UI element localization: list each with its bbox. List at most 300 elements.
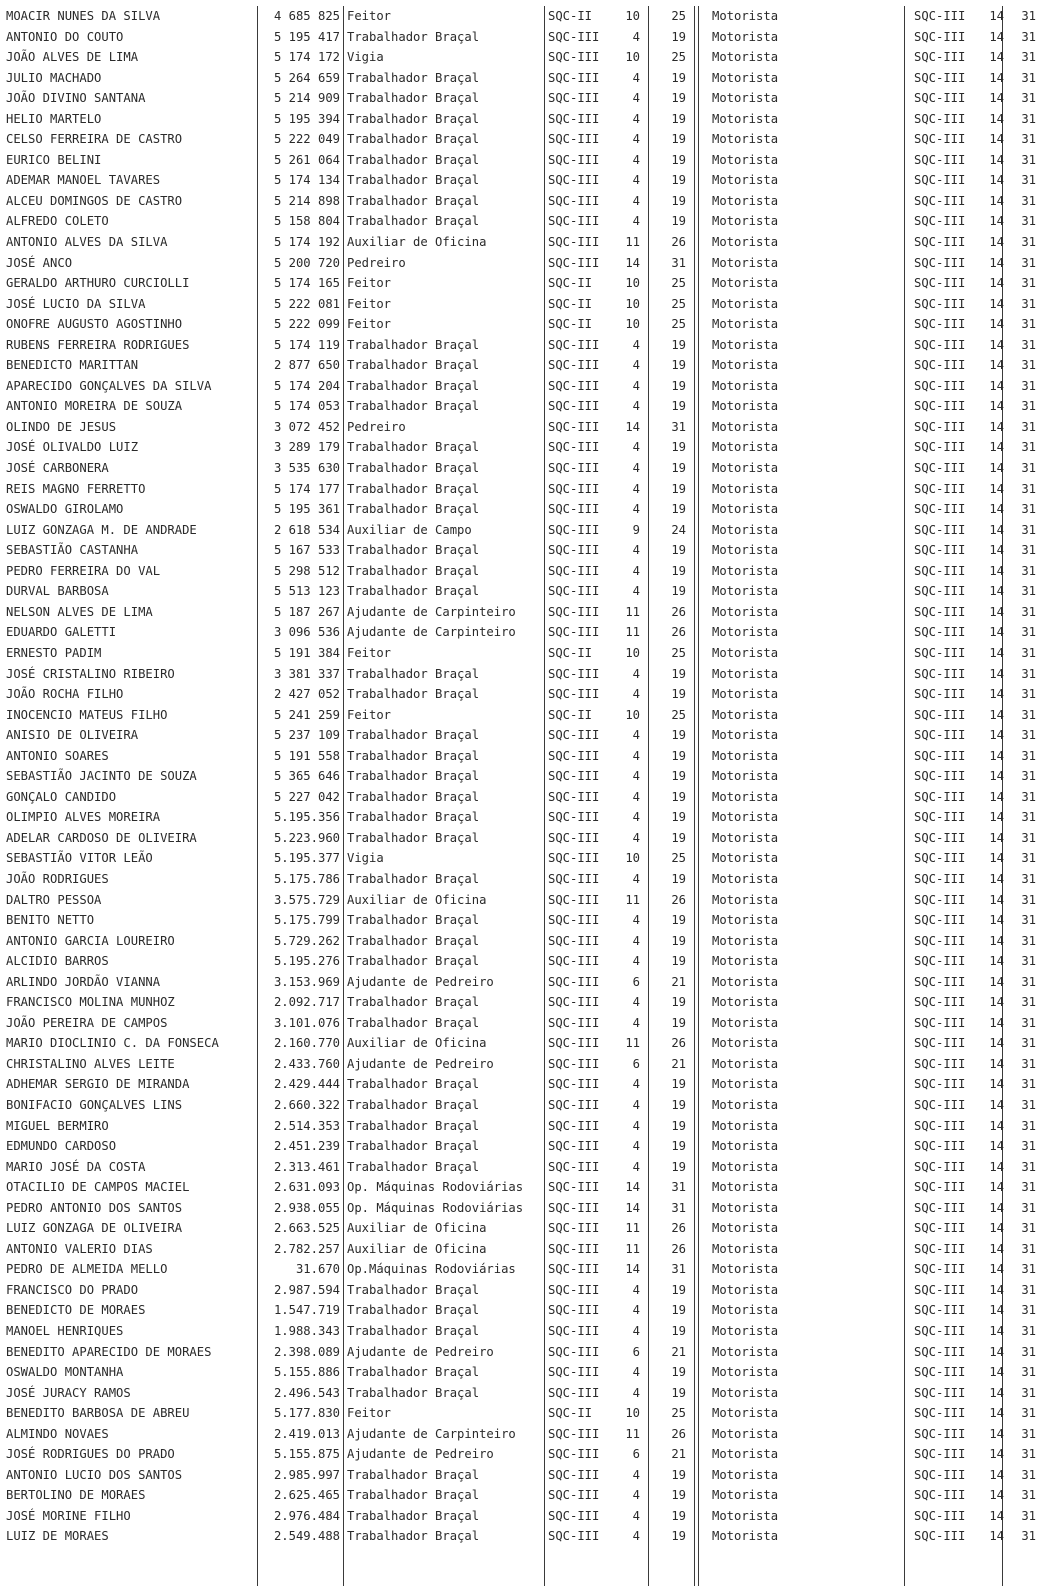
list-row <box>0 520 1054 541</box>
current-grade: 19 <box>671 70 686 85</box>
current-grade: 26 <box>671 235 686 250</box>
current-grade: 19 <box>671 563 686 578</box>
current-position: Pedreiro <box>347 255 406 270</box>
current-reference: SQC-III <box>548 132 600 147</box>
current-position: Trabalhador Braçal <box>347 789 480 804</box>
new-grade: 31 <box>1021 933 1036 948</box>
registration-number: 5 200 720 <box>273 255 340 270</box>
current-position: Vigia <box>347 851 384 866</box>
new-reference: SQC-III <box>914 974 966 989</box>
current-grade: 19 <box>671 111 686 126</box>
current-reference: SQC-III <box>548 1262 600 1277</box>
new-level: 14 <box>989 913 1004 928</box>
current-level: 4 <box>632 29 640 44</box>
list-row <box>0 1485 1054 1506</box>
new-grade: 31 <box>1021 440 1036 455</box>
list-row <box>0 294 1054 315</box>
current-reference: SQC-II <box>548 707 593 722</box>
new-grade: 31 <box>1021 584 1036 599</box>
new-reference: SQC-III <box>914 522 966 537</box>
employee-name: LUIZ GONZAGA DE OLIVEIRA <box>6 1221 183 1236</box>
current-level: 4 <box>632 810 640 825</box>
new-position: Motorista <box>712 769 779 784</box>
current-level: 4 <box>632 748 640 763</box>
new-level: 14 <box>989 1036 1004 1051</box>
employee-name: JOSÉ MORINE FILHO <box>6 1508 131 1523</box>
current-reference: SQC-III <box>548 687 600 702</box>
current-grade: 31 <box>671 419 686 434</box>
new-level: 14 <box>989 1529 1004 1544</box>
current-position: Ajudante de Pedreiro <box>347 974 494 989</box>
current-position: Trabalhador Braçal <box>347 132 480 147</box>
new-grade: 31 <box>1021 502 1036 517</box>
new-position: Motorista <box>712 235 779 250</box>
current-position: Trabalhador Braçal <box>347 1282 480 1297</box>
employee-name: ANTONIO ALVES DA SILVA <box>6 235 168 250</box>
list-row <box>0 47 1054 68</box>
current-grade: 31 <box>671 255 686 270</box>
new-level: 14 <box>989 214 1004 229</box>
current-grade: 19 <box>671 687 686 702</box>
new-level: 14 <box>989 954 1004 969</box>
current-position: Trabalhador Braçal <box>347 1303 480 1318</box>
current-level: 10 <box>625 296 640 311</box>
current-reference: SQC-III <box>548 502 600 517</box>
new-reference: SQC-III <box>914 399 966 414</box>
list-row <box>0 1362 1054 1383</box>
current-reference: SQC-III <box>548 810 600 825</box>
registration-number: 31.670 <box>295 1262 340 1277</box>
registration-number: 5 513 123 <box>273 584 340 599</box>
new-position: Motorista <box>712 830 779 845</box>
new-reference: SQC-III <box>914 1282 966 1297</box>
employee-name: INOCENCIO MATEUS FILHO <box>6 707 168 722</box>
current-position: Trabalhador Braçal <box>347 933 480 948</box>
employee-name: LUIZ GONZAGA M. DE ANDRADE <box>6 522 197 537</box>
list-row <box>0 1013 1054 1034</box>
current-reference: SQC-III <box>548 1077 600 1092</box>
current-reference: SQC-II <box>548 276 593 291</box>
new-level: 14 <box>989 173 1004 188</box>
new-reference: SQC-III <box>914 1118 966 1133</box>
registration-number: 5 195 361 <box>273 502 340 517</box>
current-grade: 25 <box>671 851 686 866</box>
new-grade: 31 <box>1021 851 1036 866</box>
new-reference: SQC-III <box>914 1324 966 1338</box>
current-grade: 26 <box>671 625 686 640</box>
current-reference: SQC-III <box>548 871 600 886</box>
current-level: 11 <box>625 1036 640 1051</box>
new-grade: 31 <box>1021 789 1036 804</box>
current-grade: 19 <box>671 1139 686 1154</box>
new-position: Motorista <box>712 995 779 1010</box>
new-position: Motorista <box>712 974 779 989</box>
current-level: 4 <box>632 933 640 948</box>
current-grade: 19 <box>671 337 686 352</box>
current-level: 4 <box>632 399 640 414</box>
new-reference: SQC-III <box>914 214 966 229</box>
registration-number: 5 222 081 <box>273 296 340 311</box>
list-row <box>0 561 1054 582</box>
current-level: 4 <box>632 173 640 188</box>
new-level: 14 <box>989 1056 1004 1071</box>
current-grade: 19 <box>671 502 686 517</box>
registration-number: 5 174 165 <box>273 276 340 291</box>
current-level: 14 <box>625 1262 640 1277</box>
current-position: Trabalhador Braçal <box>347 1077 480 1092</box>
new-reference: SQC-III <box>914 152 966 167</box>
new-reference: SQC-III <box>914 1200 966 1215</box>
current-grade: 25 <box>671 296 686 311</box>
new-position: Motorista <box>712 378 779 393</box>
new-grade: 31 <box>1021 728 1036 743</box>
new-grade: 31 <box>1021 91 1036 106</box>
current-position: Auxiliar de Oficina <box>347 1241 487 1256</box>
current-level: 4 <box>632 152 640 167</box>
new-level: 14 <box>989 461 1004 476</box>
new-grade: 31 <box>1021 1529 1036 1544</box>
registration-number: 3.153.969 <box>273 974 340 989</box>
registration-number: 5 167 533 <box>273 543 340 558</box>
current-position: Ajudante de Carpinteiro <box>347 1426 516 1441</box>
current-reference: SQC-III <box>548 255 600 270</box>
new-reference: SQC-III <box>914 1406 966 1421</box>
list-row <box>0 1033 1054 1054</box>
current-level: 6 <box>632 1447 640 1462</box>
current-grade: 31 <box>671 1262 686 1277</box>
current-reference: SQC-II <box>548 296 593 311</box>
current-position: Trabalhador Braçal <box>347 502 480 517</box>
new-reference: SQC-III <box>914 358 966 373</box>
current-reference: SQC-III <box>548 748 600 763</box>
registration-number: 2.987.594 <box>273 1282 340 1297</box>
current-level: 6 <box>632 974 640 989</box>
list-row <box>0 766 1054 787</box>
employee-name: MARIO JOSÉ DA COSTA <box>6 1159 146 1174</box>
current-position: Ajudante de Pedreiro <box>347 1056 494 1071</box>
new-level: 14 <box>989 1139 1004 1154</box>
current-position: Feitor <box>347 1406 392 1421</box>
employee-name: ANTONIO DO COUTO <box>6 29 124 44</box>
new-level: 14 <box>989 399 1004 414</box>
current-reference: SQC-III <box>548 1344 600 1359</box>
current-level: 4 <box>632 358 640 373</box>
current-level: 4 <box>632 830 640 845</box>
new-position: Motorista <box>712 29 779 44</box>
new-level: 14 <box>989 851 1004 866</box>
new-reference: SQC-III <box>914 995 966 1010</box>
current-level: 10 <box>625 9 640 23</box>
current-grade: 19 <box>671 933 686 948</box>
new-grade: 31 <box>1021 317 1036 332</box>
new-position: Motorista <box>712 851 779 866</box>
registration-number: 3 381 337 <box>273 666 340 681</box>
current-position: Trabalhador Braçal <box>347 214 480 229</box>
current-position: Trabalhador Braçal <box>347 871 480 886</box>
current-level: 14 <box>625 419 640 434</box>
new-position: Motorista <box>712 1447 779 1462</box>
new-reference: SQC-III <box>914 378 966 393</box>
employee-name: JOÃO ALVES DE LIMA <box>6 50 139 65</box>
list-row <box>0 376 1054 397</box>
current-reference: SQC-III <box>548 1200 600 1215</box>
new-reference: SQC-III <box>914 317 966 332</box>
employee-name: RUBENS FERREIRA RODRIGUES <box>6 337 190 352</box>
new-position: Motorista <box>712 1241 779 1256</box>
employee-name: JULIO MACHADO <box>6 70 102 85</box>
employee-name: ANTONIO MOREIRA DE SOUZA <box>6 399 183 414</box>
new-position: Motorista <box>712 1508 779 1523</box>
current-level: 11 <box>625 235 640 250</box>
new-position: Motorista <box>712 1036 779 1051</box>
new-reference: SQC-III <box>914 810 966 825</box>
new-reference: SQC-III <box>914 1344 966 1359</box>
new-level: 14 <box>989 748 1004 763</box>
current-reference: SQC-III <box>548 91 600 106</box>
list-row <box>0 664 1054 685</box>
list-row <box>0 232 1054 253</box>
new-level: 14 <box>989 1488 1004 1503</box>
new-grade: 31 <box>1021 974 1036 989</box>
new-position: Motorista <box>712 1488 779 1503</box>
current-reference: SQC-II <box>548 317 593 332</box>
current-position: Trabalhador Braçal <box>347 810 480 825</box>
current-level: 4 <box>632 1118 640 1133</box>
current-reference: SQC-III <box>548 1139 600 1154</box>
current-position: Trabalhador Braçal <box>347 687 480 702</box>
employee-name: EDMUNDO CARDOSO <box>6 1139 117 1154</box>
new-reference: SQC-III <box>914 9 966 23</box>
new-reference: SQC-III <box>914 913 966 928</box>
registration-number: 3.575.729 <box>273 892 340 907</box>
registration-number: 5 174 053 <box>273 399 340 414</box>
current-reference: SQC-III <box>548 954 600 969</box>
new-position: Motorista <box>712 625 779 640</box>
employee-name: BENEDITO APARECIDO DE MORAES <box>6 1344 212 1359</box>
current-level: 4 <box>632 214 640 229</box>
list-row <box>0 273 1054 294</box>
new-level: 14 <box>989 9 1004 23</box>
new-level: 14 <box>989 276 1004 291</box>
new-level: 14 <box>989 317 1004 332</box>
current-reference: SQC-III <box>548 29 600 44</box>
current-position: Trabalhador Braçal <box>347 378 480 393</box>
new-reference: SQC-III <box>914 769 966 784</box>
new-level: 14 <box>989 810 1004 825</box>
new-level: 14 <box>989 1180 1004 1195</box>
employee-name: NELSON ALVES DE LIMA <box>6 604 153 619</box>
current-level: 4 <box>632 1467 640 1482</box>
new-reference: SQC-III <box>914 419 966 434</box>
new-level: 14 <box>989 1303 1004 1318</box>
new-grade: 31 <box>1021 1015 1036 1030</box>
new-level: 14 <box>989 378 1004 393</box>
current-position: Trabalhador Braçal <box>347 748 480 763</box>
new-level: 14 <box>989 1077 1004 1092</box>
new-grade: 31 <box>1021 1406 1036 1421</box>
employee-name: ALCEU DOMINGOS DE CASTRO <box>6 193 183 208</box>
current-position: Ajudante de Carpinteiro <box>347 604 516 619</box>
registration-number: 5 222 099 <box>273 317 340 332</box>
current-reference: SQC-III <box>548 830 600 845</box>
registration-number: 5.175.786 <box>273 871 340 886</box>
current-level: 4 <box>632 543 640 558</box>
new-level: 14 <box>989 1015 1004 1030</box>
list-row <box>0 437 1054 458</box>
current-reference: SQC-III <box>548 70 600 85</box>
new-grade: 31 <box>1021 1077 1036 1092</box>
registration-number: 1.547.719 <box>273 1303 340 1318</box>
registration-number: 5 227 042 <box>273 789 340 804</box>
registration-number: 5.177.830 <box>273 1406 340 1421</box>
current-position: Trabalhador Braçal <box>347 1139 480 1154</box>
new-reference: SQC-III <box>914 604 966 619</box>
registration-number: 5 195 394 <box>273 111 340 126</box>
current-level: 4 <box>632 1077 640 1092</box>
employee-name: BONIFACIO GONÇALVES LINS <box>6 1097 183 1112</box>
list-row <box>0 396 1054 417</box>
employee-name: GONÇALO CANDIDO <box>6 789 117 804</box>
new-reference: SQC-III <box>914 1056 966 1071</box>
employee-name: SEBASTIÃO VITOR LEÃO <box>6 851 153 866</box>
new-position: Motorista <box>712 152 779 167</box>
new-grade: 31 <box>1021 1036 1036 1051</box>
new-level: 14 <box>989 193 1004 208</box>
new-position: Motorista <box>712 1180 779 1195</box>
list-row <box>0 848 1054 869</box>
new-level: 14 <box>989 1467 1004 1482</box>
current-level: 4 <box>632 1529 640 1544</box>
employee-name: CELSO FERREIRA DE CASTRO <box>6 132 183 147</box>
registration-number: 2 877 650 <box>273 358 340 373</box>
new-reference: SQC-III <box>914 1426 966 1441</box>
new-position: Motorista <box>712 1262 779 1277</box>
registration-number: 5.223.960 <box>273 830 340 845</box>
new-level: 14 <box>989 358 1004 373</box>
current-position: Trabalhador Braçal <box>347 111 480 126</box>
current-level: 4 <box>632 871 640 886</box>
current-level: 4 <box>632 666 640 681</box>
current-level: 11 <box>625 1241 640 1256</box>
new-position: Motorista <box>712 337 779 352</box>
list-row <box>0 1177 1054 1198</box>
current-position: Feitor <box>347 645 392 660</box>
list-row <box>0 1280 1054 1301</box>
current-grade: 26 <box>671 1426 686 1441</box>
current-position: Trabalhador Braçal <box>347 543 480 558</box>
registration-number: 2.419.013 <box>273 1426 340 1441</box>
current-reference: SQC-III <box>548 152 600 167</box>
current-grade: 25 <box>671 1406 686 1421</box>
new-reference: SQC-III <box>914 830 966 845</box>
new-grade: 31 <box>1021 173 1036 188</box>
current-position: Trabalhador Braçal <box>347 1529 480 1544</box>
current-grade: 26 <box>671 892 686 907</box>
new-position: Motorista <box>712 1077 779 1092</box>
list-row <box>0 1054 1054 1075</box>
current-reference: SQC-III <box>548 1488 600 1503</box>
employee-name: OLINDO DE JESUS <box>6 419 117 434</box>
current-reference: SQC-III <box>548 563 600 578</box>
new-position: Motorista <box>712 9 779 23</box>
registration-number: 2.313.461 <box>273 1159 340 1174</box>
current-position: Trabalhador Braçal <box>347 152 480 167</box>
new-reference: SQC-III <box>914 687 966 702</box>
new-grade: 31 <box>1021 1097 1036 1112</box>
current-grade: 19 <box>671 830 686 845</box>
new-grade: 31 <box>1021 235 1036 250</box>
current-grade: 19 <box>671 378 686 393</box>
list-row <box>0 170 1054 191</box>
registration-number: 2.092.717 <box>273 995 340 1010</box>
new-reference: SQC-III <box>914 1241 966 1256</box>
new-level: 14 <box>989 235 1004 250</box>
current-reference: SQC-III <box>548 913 600 928</box>
current-reference: SQC-III <box>548 1385 600 1400</box>
current-position: Trabalhador Braçal <box>347 481 480 496</box>
new-grade: 31 <box>1021 337 1036 352</box>
employee-name: ANTONIO SOARES <box>6 748 109 763</box>
current-level: 6 <box>632 1056 640 1071</box>
current-position: Trabalhador Braçal <box>347 830 480 845</box>
list-row <box>0 211 1054 232</box>
current-reference: SQC-III <box>548 1303 600 1318</box>
current-level: 4 <box>632 440 640 455</box>
current-grade: 19 <box>671 789 686 804</box>
employee-name: SEBASTIÃO JACINTO DE SOUZA <box>6 769 197 784</box>
current-level: 4 <box>632 70 640 85</box>
registration-number: 5 261 064 <box>273 152 340 167</box>
current-reference: SQC-III <box>548 481 600 496</box>
current-reference: SQC-II <box>548 645 593 660</box>
registration-number: 5.195.356 <box>273 810 340 825</box>
new-level: 14 <box>989 769 1004 784</box>
registration-number: 2.976.484 <box>273 1508 340 1523</box>
new-level: 14 <box>989 419 1004 434</box>
current-level: 10 <box>625 645 640 660</box>
current-grade: 19 <box>671 1077 686 1092</box>
current-grade: 19 <box>671 1324 686 1338</box>
new-position: Motorista <box>712 1365 779 1380</box>
current-reference: SQC-III <box>548 399 600 414</box>
current-grade: 19 <box>671 769 686 784</box>
current-grade: 24 <box>671 522 686 537</box>
new-grade: 31 <box>1021 296 1036 311</box>
current-position: Trabalhador Braçal <box>347 70 480 85</box>
personnel-list <box>0 6 1054 1547</box>
new-level: 14 <box>989 604 1004 619</box>
new-level: 14 <box>989 892 1004 907</box>
current-position: Trabalhador Braçal <box>347 1097 480 1112</box>
new-grade: 31 <box>1021 1467 1036 1482</box>
list-row <box>0 355 1054 376</box>
current-reference: SQC-III <box>548 358 600 373</box>
registration-number: 5 174 172 <box>273 50 340 65</box>
current-grade: 19 <box>671 1159 686 1174</box>
new-position: Motorista <box>712 666 779 681</box>
list-row <box>0 191 1054 212</box>
new-reference: SQC-III <box>914 933 966 948</box>
current-level: 4 <box>632 481 640 496</box>
current-position: Trabalhador Braçal <box>347 995 480 1010</box>
current-reference: SQC-III <box>548 604 600 619</box>
registration-number: 5 174 134 <box>273 173 340 188</box>
new-level: 14 <box>989 625 1004 640</box>
new-reference: SQC-III <box>914 1467 966 1482</box>
new-level: 14 <box>989 1385 1004 1400</box>
new-level: 14 <box>989 584 1004 599</box>
new-level: 14 <box>989 1159 1004 1174</box>
